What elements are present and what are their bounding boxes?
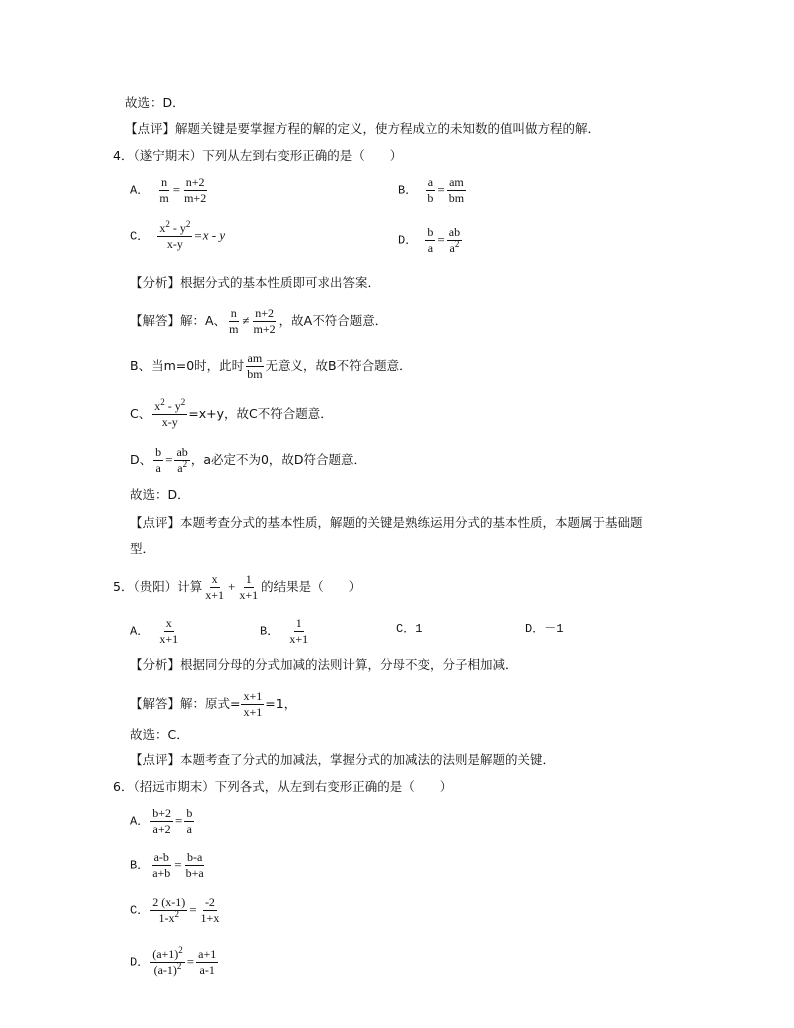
question-5-title [113, 573, 361, 602]
answer-text: 故选：C． [130, 727, 189, 742]
numerator: a-b [153, 850, 169, 864]
denominator: m+2 [184, 191, 207, 205]
exponent: 2 [185, 219, 191, 229]
numerator: $x^2 - y^2$ [159, 219, 191, 235]
option-label: A． [130, 183, 150, 198]
option-label: A． [130, 624, 150, 639]
denominator [156, 911, 181, 925]
numerator: $x^2 - y^2$ [154, 397, 186, 413]
denominator: a+b [152, 866, 171, 880]
fraction [150, 896, 187, 925]
q4-comment-2 [130, 541, 155, 557]
solution-suffix: 无意义，故B不符合题意． [265, 358, 412, 373]
numerator: b [186, 806, 193, 820]
q5-solution [130, 690, 296, 719]
rhs-expression: x - y [202, 227, 226, 243]
denominator: m [229, 322, 239, 336]
denominator: b [427, 191, 434, 205]
comment-text: 【点评】本题考查了分式的加减法，掌握分式的加减法的法则是解题的关键． [130, 752, 556, 767]
fraction [252, 307, 278, 336]
q6-option-c [130, 896, 222, 925]
term: 1-x [158, 911, 175, 925]
equals-sign: = [174, 812, 183, 828]
question-text: 4．（遂宁期末）下列从左到右变形正确的是（ ） [113, 148, 403, 163]
question-suffix: 的结果是（ ） [261, 579, 362, 594]
option-label: B． [260, 624, 280, 639]
equals-sign: = [172, 181, 181, 197]
term: y [174, 399, 181, 413]
numerator: n [161, 175, 168, 189]
comment-q3 [125, 121, 600, 137]
comment-text: 型． [130, 541, 156, 556]
numerator: x+1 [243, 689, 263, 703]
q6-option-d [130, 945, 219, 977]
question-4-title [113, 148, 402, 164]
q4-solution-d [130, 446, 366, 475]
exponent: 2 [182, 459, 188, 469]
fraction [150, 851, 172, 880]
fraction [157, 176, 170, 205]
q5-comment [130, 752, 555, 768]
option-label: B． [398, 183, 418, 198]
fraction [245, 352, 264, 381]
solution-suffix: =x+y，故C不符合题意． [188, 406, 333, 421]
option-label: A． [130, 814, 150, 829]
answer-line-q3 [125, 95, 185, 111]
denominator: x+1 [243, 705, 263, 719]
equals-sign: = [437, 231, 445, 247]
denominator: m [159, 191, 169, 205]
solution-prefix: D、 [130, 452, 153, 467]
exponent: 2 [174, 909, 179, 919]
term: a [177, 461, 183, 475]
fraction [157, 617, 180, 646]
q4-option-b [398, 176, 467, 205]
exponent: 2 [454, 239, 460, 249]
denominator [448, 241, 462, 255]
denominator: a-1 [199, 963, 215, 977]
denominator: m+2 [253, 322, 276, 336]
numerator: a+1 [198, 947, 217, 961]
fraction [241, 690, 264, 719]
q4-option-d [398, 226, 463, 255]
option-label: D． [398, 233, 418, 248]
plus-sign: + [228, 579, 236, 594]
option-label: D． [130, 955, 150, 970]
denominator: x-y [166, 237, 183, 251]
fraction [184, 851, 206, 880]
solution-prefix: B、当m=0时，此时 [130, 358, 245, 373]
q4-answer [130, 487, 190, 503]
option-label: C．1 [396, 622, 423, 636]
q4-solution-a [130, 307, 387, 336]
numerator: ab [448, 225, 461, 239]
option-label: D．－1 [525, 622, 564, 636]
option-label: C． [130, 229, 150, 244]
numerator: x [211, 572, 218, 586]
solution-suffix: =1， [265, 696, 297, 711]
equals-sign: = [186, 953, 195, 969]
numerator: b+2 [152, 806, 171, 820]
q4-solution-c [130, 397, 333, 429]
denominator: bm [448, 191, 465, 205]
numerator: am [449, 175, 464, 189]
fraction [152, 397, 187, 429]
denominator: x-y [161, 415, 178, 429]
fraction [237, 573, 260, 602]
solution-suffix: ，a必定不为0，故D符合题意． [190, 452, 367, 467]
numerator: a [427, 175, 434, 189]
q4-comment-1 [130, 515, 643, 531]
numerator: b [427, 225, 434, 239]
fraction [287, 617, 310, 646]
fraction [150, 807, 173, 836]
q6-option-b [130, 851, 207, 880]
question-6-title [113, 779, 452, 795]
q5-analysis [130, 657, 518, 673]
q5-option-a [130, 617, 181, 646]
option-label: B． [130, 858, 150, 873]
q4-analysis [130, 275, 380, 291]
solution-prefix: 【解答】解：A、 [130, 313, 227, 328]
term: x [159, 221, 166, 235]
equals-sign: = [165, 452, 173, 467]
equals-sign: = [194, 227, 202, 243]
fraction [203, 573, 226, 602]
q5-option-b [260, 617, 311, 646]
exponent: 2 [180, 397, 186, 407]
answer-text: 故选：D． [125, 95, 185, 110]
equals-sign: = [189, 901, 197, 917]
fraction [153, 446, 163, 475]
comment-text: 【点评】本题考查分式的基本性质，解题的关键是熟练运用分式的基本性质，本题属于基础题 [130, 515, 643, 530]
option-label: C． [130, 903, 150, 918]
term: x [154, 399, 161, 413]
solution-prefix: 【解答】解：原式= [130, 696, 241, 711]
denominator: 1+x [200, 911, 220, 925]
q5-option-c [396, 621, 422, 637]
solution-prefix: C、 [130, 406, 152, 421]
comment-text: 【点评】解题关键是要掌握方程的解的定义，使方程成立的未知数的值叫做方程的解． [125, 121, 601, 136]
numerator: 1 [295, 616, 302, 630]
fraction [199, 896, 222, 925]
equals-sign: = [174, 856, 182, 872]
numerator: 2 (x-1) [152, 895, 186, 909]
numerator: 1 [245, 572, 252, 586]
fraction [150, 945, 185, 977]
numerator: n+2 [185, 175, 205, 189]
denominator: b+a [185, 866, 204, 880]
fraction [182, 176, 208, 205]
denominator: a [427, 241, 434, 255]
numerator: n+2 [255, 306, 274, 320]
denominator: x+1 [205, 588, 224, 602]
exponent: 2 [176, 961, 182, 971]
analysis-text: 【分析】根据分式的基本性质即可求出答案． [130, 275, 381, 290]
term: a [449, 241, 455, 255]
denominator: x+1 [159, 632, 179, 646]
numerator: b-a [187, 850, 203, 864]
denominator: a [155, 461, 161, 475]
solution-suffix: ，故A不符合题意． [278, 313, 388, 328]
numerator: n [230, 306, 237, 320]
q5-option-d [525, 621, 563, 637]
fraction [447, 226, 462, 255]
q4-option-a [130, 176, 209, 205]
numerator: ab [176, 445, 188, 459]
denominator: a+2 [152, 822, 171, 836]
denominator [152, 963, 184, 977]
fraction [447, 176, 466, 205]
fraction [425, 226, 435, 255]
fraction [425, 176, 435, 205]
fraction [184, 807, 194, 836]
not-equal-sign: ≠ [242, 313, 250, 328]
denominator: x+1 [239, 588, 259, 602]
term: y [179, 221, 186, 235]
question-prefix: 5．（贵阳）计算 [113, 579, 203, 594]
analysis-text: 【分析】根据同分母的分式加减的法则计算，分母不变，分子相加减． [130, 657, 518, 672]
answer-text: 故选：D． [130, 487, 190, 502]
denominator: bm [247, 367, 263, 381]
exponent: 2 [178, 945, 183, 955]
q6-option-a [130, 807, 195, 836]
fraction [227, 307, 240, 336]
q4-solution-b [130, 352, 412, 381]
denominator [175, 461, 189, 475]
question-text: 6．（招远市期末）下列各式，从左到右变形正确的是（ ） [113, 779, 453, 794]
exponent: 2 [165, 219, 170, 229]
fraction [157, 219, 192, 251]
exponent: 2 [160, 397, 165, 407]
fraction [174, 446, 189, 475]
numerator: x [165, 616, 172, 630]
q5-answer [130, 727, 189, 743]
denominator: a [186, 822, 192, 836]
numerator: -2 [204, 895, 215, 909]
numerator: b [155, 445, 162, 459]
fraction [196, 948, 218, 977]
term: (a-1) [153, 963, 177, 977]
equals-sign: = [437, 181, 445, 197]
denominator: x+1 [289, 632, 309, 646]
q4-option-c [130, 219, 226, 251]
numerator: am [247, 351, 263, 365]
term: (a+1) [152, 947, 179, 961]
